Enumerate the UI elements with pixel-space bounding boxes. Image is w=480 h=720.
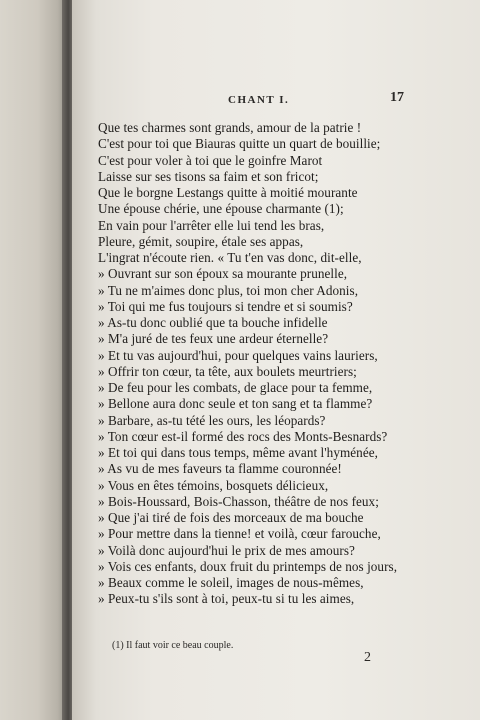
verse-line: » Voilà donc aujourd'hui le prix de mes amours? <box>98 542 355 558</box>
verse-line: » De feu pour les combats, de glace pour ta femme, <box>98 380 373 395</box>
verse-line: C'est pour toi que Biauras quitte un quart de bouillie; <box>98 136 381 152</box>
verse-line: » Barbare, as-tu tété les ours, les léopards? <box>98 412 326 428</box>
page-number: 17 <box>390 90 404 105</box>
verse-line: » Peux-tu s'ils sont à toi, peux-tu si tu les aimes, <box>98 591 355 607</box>
verse-line: » Bois-Houssard, Bois-Chasson, théâtre de nos feux; <box>98 493 379 509</box>
verse-line: » Toi qui me fus toujours si tendre et si soumis? <box>98 298 353 314</box>
verse-line: » Tu ne m'aimes donc plus, toi mon cher Adonis, <box>98 282 359 298</box>
verse-line: Que le borgne Lestangs quitte à moitié mourante <box>98 185 358 200</box>
verse-line: » Ouvrant sur son époux sa mourante prunelle, <box>98 266 348 282</box>
verse-line: » As-tu donc oublié que ta bouche infidelle <box>98 315 328 330</box>
verse-line: » Que j'ai tiré de fois des morceaux de ma bouche <box>98 510 364 525</box>
verse-line: » As vu de mes faveurs ta flamme couronnée! <box>98 461 342 477</box>
verse-line: Laisse sur ses tisons sa faim et son fricot; <box>98 168 319 184</box>
verse-line: En vain pour l'arrêter elle lui tend les bras, <box>98 217 325 233</box>
verse-line: Une épouse chérie, une épouse charmante (1); <box>98 201 344 217</box>
verse-line: » M'a juré de tes feux une ardeur éternelle? <box>98 331 329 347</box>
verse-line: » Vous en êtes témoins, bosquets délicieux, <box>98 477 329 493</box>
footnote: (1) Il faut voir ce beau couple. <box>112 640 234 651</box>
left-page-edge <box>0 0 68 720</box>
verse-line: » Vois ces enfants, doux fruit du printemps de nos jours, <box>98 558 398 574</box>
book-page <box>72 0 480 720</box>
verse-line: » Et toi qui dans tous temps, même avant l'hyménée, <box>98 445 378 460</box>
verse-block <box>98 120 458 608</box>
running-head: CHANT I. <box>228 94 290 106</box>
verse-line: » Et tu vas aujourd'hui, pour quelques vains lauriers, <box>98 347 378 363</box>
verse-line: Pleure, gémit, soupire, étale ses appas, <box>98 233 304 249</box>
verse-line: » Pour mettre dans la tienne! et voilà, cœur farouche, <box>98 526 381 542</box>
verse-line: » Offrir ton cœur, ta tête, aux boulets meurtriers; <box>98 363 357 379</box>
verse-line: Que tes charmes sont grands, amour de la patrie ! <box>98 120 362 135</box>
verse-line: » Bellone aura donc seule et ton sang et ta flamme? <box>98 396 373 412</box>
verse-line: L'ingrat n'écoute rien. « Tu t'en vas donc, dit-elle, <box>98 250 362 265</box>
verse-line: » Beaux comme le soleil, images de nous-mêmes, <box>98 575 364 590</box>
verse-line: C'est pour voler à toi que le goinfre Marot <box>98 152 323 168</box>
signature-mark: 2 <box>364 650 371 665</box>
verse-line: » Ton cœur est-il formé des rocs des Monts-Besnards? <box>98 428 388 444</box>
